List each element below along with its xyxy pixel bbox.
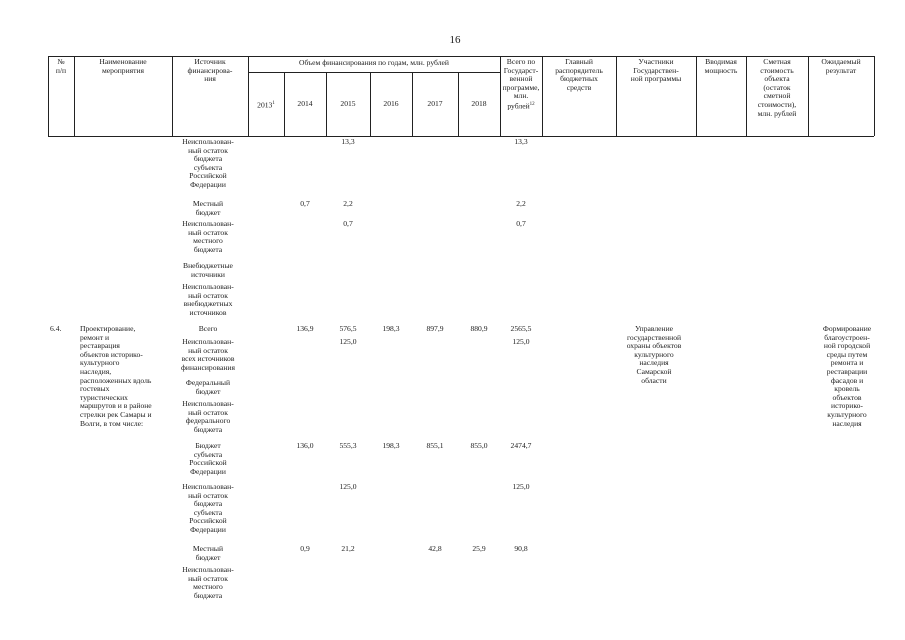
header-year-2013: 2013$^1$ bbox=[257, 100, 275, 110]
header-volume: Объем финансирования по годам, млн. рублей bbox=[299, 58, 449, 67]
value-2015: 555,3 bbox=[339, 441, 357, 450]
source-cell: Неиспользован- ный остаток внебюджетных источников bbox=[182, 282, 234, 317]
value-2018: 25,9 bbox=[472, 544, 486, 553]
source-cell: Неиспользован- ный остаток местного бюджета bbox=[182, 565, 234, 600]
header-total: Всего по Государст- венной программе, млн. рублей$^{12}$ bbox=[502, 57, 540, 111]
source-cell: Местный бюджет bbox=[192, 199, 224, 217]
source-cell: Местный бюджет bbox=[192, 544, 224, 562]
header-number: № п/п bbox=[55, 57, 67, 75]
value-2015: 2,2 bbox=[343, 199, 353, 208]
value-total: 2,2 bbox=[516, 199, 526, 208]
source-cell: Всего bbox=[198, 324, 218, 333]
item-name: Проектирование, ремонт и реставрация объектов историко- культурного наследия, расположенных вдоль гостевых туристических маршрутов и в районе стрелки рек Самары и Волги, в том числе: bbox=[80, 324, 152, 428]
header-capacity: Вводимая мощность bbox=[704, 57, 738, 75]
value-2015: 125,0 bbox=[339, 482, 357, 491]
value-2018: 855,0 bbox=[470, 441, 488, 450]
header-estimate: Сметная стоимость объекта (остаток сметной стоимости), млн. рублей bbox=[757, 57, 797, 118]
value-2018: 880,9 bbox=[470, 324, 488, 333]
page-number: 16 bbox=[449, 34, 461, 46]
header-year-2017: 2017 bbox=[427, 99, 443, 108]
source-cell: Неиспользован- ный остаток местного бюджета bbox=[182, 219, 234, 254]
item-number: 6.4. bbox=[50, 324, 62, 333]
value-2017: 897,9 bbox=[426, 324, 444, 333]
source-cell: Неиспользован- ный остаток всех источников финансирования bbox=[181, 337, 235, 372]
expected-result: Формирование благоустроен- ной городской среды путем ремонта и реставрации фасадов и кровель объектов историко- культурного наследия bbox=[822, 324, 872, 428]
header-year-2018: 2018 bbox=[471, 99, 487, 108]
value-total: 13,3 bbox=[514, 137, 528, 146]
header-source: Источник финансирова- ния bbox=[187, 57, 233, 84]
value-2016: 198,3 bbox=[382, 441, 400, 450]
col-divider bbox=[874, 56, 875, 136]
source-cell: Бюджет субъекта Российской Федерации bbox=[189, 441, 227, 476]
value-total: 90,8 bbox=[514, 544, 528, 553]
value-total: 2474,7 bbox=[510, 441, 532, 450]
source-cell: Неиспользован- ный остаток федерального бюджета bbox=[182, 399, 234, 434]
header-name: Наименование мероприятия bbox=[99, 57, 147, 75]
header-year-2016: 2016 bbox=[383, 99, 399, 108]
header-year-2014: 2014 bbox=[297, 99, 313, 108]
col-divider bbox=[248, 56, 249, 136]
header-year-2015: 2015 bbox=[340, 99, 356, 108]
source-cell: Неиспользован- ный остаток бюджета субъекта Российской Федерации bbox=[182, 137, 234, 189]
header-result: Ожидаемый результат bbox=[821, 57, 861, 75]
value-2015: 0,7 bbox=[343, 219, 353, 228]
value-2015: 125,0 bbox=[339, 337, 357, 346]
value-total: 2565,5 bbox=[510, 324, 532, 333]
value-2014: 136,9 bbox=[296, 324, 314, 333]
value-2014: 0,9 bbox=[300, 544, 310, 553]
value-2015: 576,5 bbox=[339, 324, 357, 333]
value-2014: 0,7 bbox=[300, 199, 310, 208]
source-cell: Федеральный бюджет bbox=[185, 378, 231, 396]
header-subline bbox=[248, 72, 500, 73]
value-total: 125,0 bbox=[512, 482, 530, 491]
source-cell: Неиспользован- ный остаток бюджета субъекта Российской Федерации bbox=[182, 482, 234, 534]
header-bottom-border bbox=[48, 136, 874, 137]
value-2017: 855,1 bbox=[426, 441, 444, 450]
header-distributor: Главный распорядитель бюджетных средств bbox=[555, 57, 603, 92]
value-2015: 13,3 bbox=[341, 137, 355, 146]
value-2014: 136,0 bbox=[296, 441, 314, 450]
value-2016: 198,3 bbox=[382, 324, 400, 333]
value-total: 0,7 bbox=[516, 219, 526, 228]
value-2015: 21,2 bbox=[341, 544, 355, 553]
value-total: 125,0 bbox=[512, 337, 530, 346]
value-2017: 42,8 bbox=[428, 544, 442, 553]
header-participants: Участники Государствен- ной программы bbox=[630, 57, 682, 84]
participant: Управление государственной охраны объектов культурного наследия Самарской области bbox=[626, 324, 682, 385]
source-cell: Внебюджетные источники bbox=[183, 261, 233, 279]
